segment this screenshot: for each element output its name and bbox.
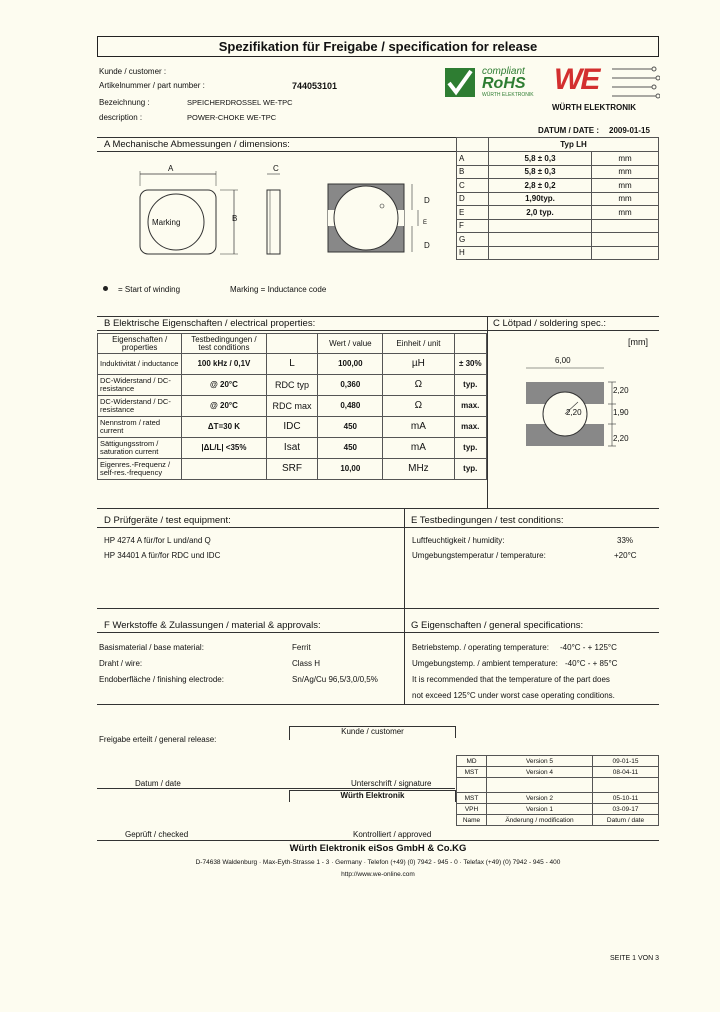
table-row: Nennstrom / rated current ΔT=30 K IDC 450 mA max. (98, 417, 487, 438)
ambient-temp-value: -40°C - + 85°C (565, 659, 618, 668)
type-header: Typ LH (489, 138, 659, 152)
table-row: Induktivität / inductance 100 kHz / 0,1V L 100,00 µH ± 30% (98, 354, 487, 375)
table-row: C 2,8 ± 0,2 mm (457, 179, 659, 193)
description-label: description : (99, 113, 143, 122)
start-winding-dot-icon (103, 286, 108, 291)
table-row: H (457, 246, 659, 260)
section-e-title: E Testbedingungen / test conditions: (411, 515, 564, 526)
section-a-title: A Mechanische Abmessungen / dimensions: (104, 139, 290, 150)
table-row: DC-Widerstand / DC-resistance @ 20°C RDC max 0,480 Ω max. (98, 396, 487, 417)
release-label: Freigabe erteilt / general release: (99, 735, 217, 744)
humidity-value: 33% (617, 536, 634, 545)
table-row: Name Änderung / modification Datum / date (457, 815, 659, 826)
description-value: POWER-CHOKE WE-TPC (187, 113, 277, 122)
electrical-table: Eigenschaften / properties Testbedingungen / test conditions Wert / value Einheit / unit Induktivität / inductance 100 kHz / 0,1V L 100,00 µH ± 30% DC-Widerstand / DC-resistance @ 20°C RDC typ 0,360 Ω typ. DC-Widerstand / DC-resistance @ 20°C RDC max 0,480 Ω max. Nennstrom / rated current ΔT=30 K IDC 450 mA max. Sättigungsstrom / saturation current |ΔL/L| <35% Isat 450 mA typ. Eigenres.-Frequenz / self-res.-frequency SRF 10,00 MHz typ. (97, 333, 487, 480)
pad-dim-top: 2,20 (613, 386, 629, 395)
marking-text: Marking (152, 218, 181, 227)
footer-url[interactable]: http://www.we-online.com (341, 871, 415, 878)
section-d-title: D Prüfgeräte / test equipment: (104, 515, 231, 526)
pad-dim-bottom: 2,20 (613, 434, 629, 443)
finishing-value: Sn/Ag/Cu 96,5/3,0/0,5% (292, 675, 378, 684)
table-row: F (457, 219, 659, 233)
part-number: 744053101 (292, 81, 338, 91)
dim-c-label: C (273, 164, 279, 173)
side-view-drawing (258, 162, 288, 262)
table-row: MST Version 4 08-04-11 (457, 767, 659, 778)
operating-temp-value: -40°C - + 125°C (560, 643, 617, 652)
table-row: MST Version 2 05-10-11 (457, 793, 659, 804)
humidity-label: Luftfeuchtigkeit / humidity: (412, 536, 505, 545)
wire-label: Draht / wire: (99, 659, 143, 668)
rohs-compliant-text: compliant (482, 66, 525, 77)
pad-dim-gap: 1,90 (613, 408, 629, 417)
rohs-logo (444, 66, 548, 99)
section-b-title: B Elektrische Eigenschaften / electrical properties: (104, 318, 316, 329)
page-number: SEITE 1 VON 3 (610, 955, 660, 962)
customer-label: Kunde / customer : (99, 67, 167, 76)
table-row: Sättigungsstrom / saturation current |ΔL/L| <35% Isat 450 mA typ. (98, 438, 487, 459)
temperature-label: Umgebungstemperatur / temperature: (412, 551, 546, 560)
revision-table (456, 755, 659, 826)
table-row: DC-Widerstand / DC-resistance @ 20°C RDC typ 0,360 Ω typ. (98, 375, 487, 396)
date-sign-label: Datum / date (135, 779, 181, 788)
date-label: DATUM / DATE : (538, 126, 600, 135)
pad-dim-circle: 2,20 (566, 408, 582, 417)
table-row: D 1,90typ. mm (457, 192, 659, 206)
we-logo-text: WE (554, 63, 599, 96)
table-row: VPH Version 1 03-09-17 (457, 804, 659, 815)
we-name: WÜRTH ELEKTRONIK (552, 103, 636, 112)
temp-note-2: not exceed 125°C under worst case operating conditions. (412, 691, 615, 700)
table-row: MD Version 5 09-01-15 (457, 756, 659, 767)
designation-value: SPEICHERDROSSEL WE-TPC (187, 98, 293, 107)
circuit-lines-icon (612, 65, 660, 101)
equipment-line-2: HP 34401 A für/for RDC und IDC (104, 551, 221, 560)
approved-label: Kontrolliert / approved (353, 830, 432, 839)
table-row: Eigenres.-Frequenz / self-res.-frequency SRF 10,00 MHz typ. (98, 459, 487, 480)
base-material-value: Ferrit (292, 643, 311, 652)
rohs-sub-text: WÜRTH ELEKTRONIK (482, 92, 534, 98)
dim-d-label-top: D (424, 196, 430, 205)
table-row: E 2,0 typ. mm (457, 206, 659, 220)
top-view-drawing (128, 162, 248, 267)
table-row: B 5,8 ± 0,3 mm (457, 165, 659, 179)
table-row: G (457, 233, 659, 247)
signature-label: Unterschrift / signature (351, 779, 432, 788)
temp-note-1: It is recommended that the temperature of the part does (412, 675, 610, 684)
temperature-value: +20°C (614, 551, 637, 560)
pad-dim-width: 6,00 (555, 356, 571, 365)
base-material-label: Basismaterial / base material: (99, 643, 204, 652)
checked-label: Geprüft / checked (125, 830, 189, 839)
table-row (457, 778, 659, 793)
designation-label: Bezeichnung : (99, 98, 150, 107)
section-f-title: F Werkstoffe & Zulassungen / material & approvals: (104, 620, 321, 631)
page-title: Spezifikation für Freigabe / specification for release (97, 36, 659, 57)
legend-marking: Marking = Inductance code (230, 285, 327, 294)
we-header: Würth Elektronik (289, 790, 456, 802)
dim-e-label: E (423, 220, 428, 226)
bottom-view-drawing (322, 180, 432, 260)
legend-start: = Start of winding (118, 285, 181, 294)
operating-temp-label: Betriebstemp. / operating temperature: (412, 643, 549, 652)
customer-header: Kunde / customer (289, 726, 456, 738)
dim-a-label: A (168, 164, 174, 173)
date-value: 2009-01-15 (609, 126, 650, 135)
section-g-title: G Eigenschaften / general specifications: (411, 620, 584, 631)
footer-address: D-74638 Waldenburg · Max-Eyth-Strasse 1 - 3 · Germany · Telefon (+49) (0) 7942 - 945 - 0 · Telefax (+49) (0) 7942 - 945 - 400 (195, 859, 561, 866)
dim-d-label-bottom: D (424, 241, 430, 250)
table-row: A 5,8 ± 0,3 mm (457, 152, 659, 166)
ambient-temp-label: Umgebungstemp. / ambient temperature: (412, 659, 558, 668)
dim-b-label: B (232, 214, 238, 223)
finishing-label: Endoberfläche / finishing electrode: (99, 675, 224, 684)
pad-unit: [mm] (628, 337, 648, 347)
section-c-title: C Lötpad / soldering spec.: (493, 318, 607, 329)
we-logo (552, 63, 660, 115)
equipment-line-1: HP 4274 A für/for L und/and Q (104, 536, 211, 545)
footer-company: Würth Elektronik eiSos GmbH & Co.KG (289, 843, 467, 854)
wire-value: Class H (292, 659, 321, 668)
dimensions-table (456, 137, 659, 260)
rohs-text: RoHS (482, 75, 526, 92)
part-label: Artikelnummer / part number : (99, 81, 205, 90)
